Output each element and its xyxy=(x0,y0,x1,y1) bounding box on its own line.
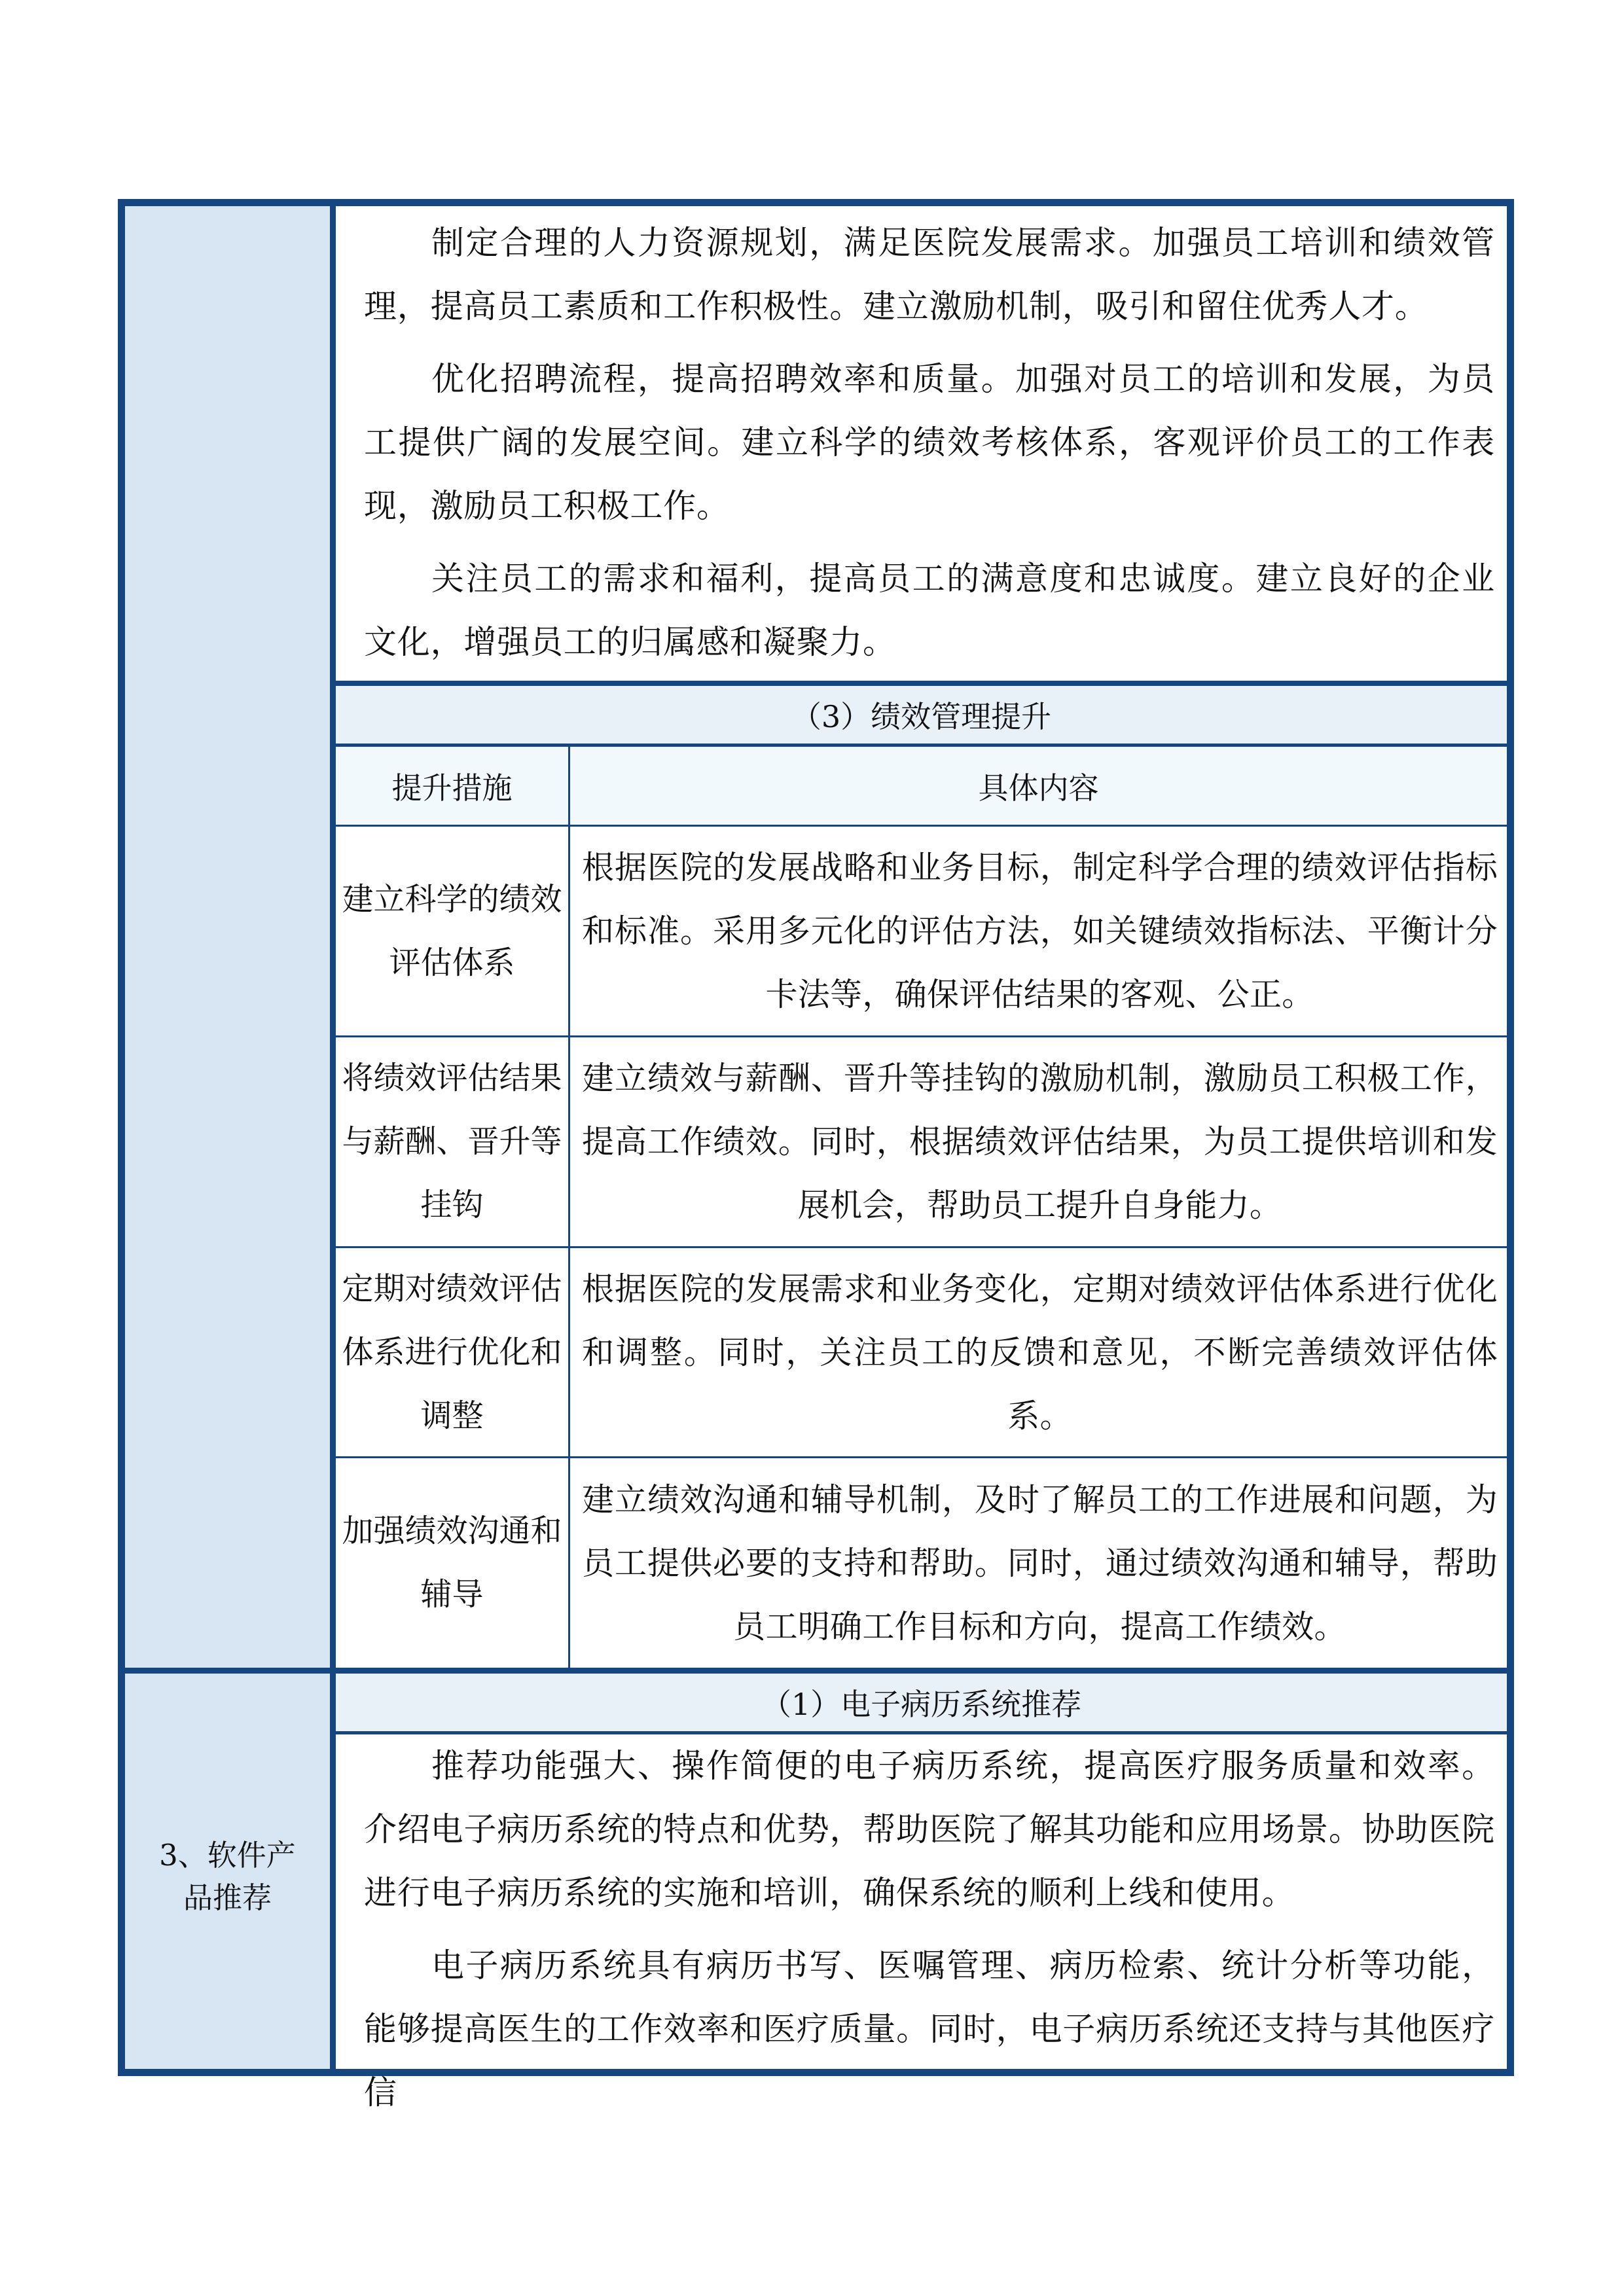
measure-cell xyxy=(336,1248,568,1456)
paragraph: 关注员工的需求和福利，提高员工的满意度和忠诚度。建立良好的企业文化，增强员工的归属感和凝聚力。 xyxy=(364,560,1495,661)
paragraph: 电子病历系统具有病历书写、医嘱管理、病历检索、统计分析等功能，能够提高医生的工作效率和医疗质量。同时，电子病历系统还支持与其他医疗信 xyxy=(364,1946,1495,2111)
content-cell xyxy=(570,1458,1507,1668)
measure-text: 加强绩效沟通和辅导 xyxy=(342,1513,562,1613)
section-label: 3、软件产品推荐 xyxy=(159,1838,296,1915)
content-text: 建立绩效与薪酬、晋升等挂钩的激励机制，激励员工积极工作，提高工作绩效。同时，根据绩效评估结果，为员工提供培训和发展机会，帮助员工提升自身能力。 xyxy=(582,1060,1498,1224)
measure-cell xyxy=(336,827,568,1035)
paragraph: 优化招聘流程，提高招聘效率和质量。加强对员工的培训和发展，为员工提供广阔的发展空间。建立科学的绩效考核体系，客观评价员工的工作表现，激励员工积极工作。 xyxy=(364,360,1495,525)
content-cell xyxy=(570,1037,1507,1246)
content-cell xyxy=(570,1248,1507,1456)
hr-text-block xyxy=(364,211,1495,683)
plan-table xyxy=(118,199,1514,2111)
paragraph: 推荐功能强大、操作简便的电子病历系统，提高医疗服务质量和效率。介绍电子病历系统的特点和优势，帮助医院了解其功能和应用场景。协助医院进行电子病历系统的实施和培训，确保系统的顺利上线和使用。 xyxy=(364,1747,1495,1912)
emr-text-block xyxy=(364,1734,1495,2111)
divider xyxy=(336,681,1507,686)
paragraph: 制定合理的人力资源规划，满足医院发展需求。加强员工培训和绩效管理，提高员工素质和工作积极性。建立激励机制，吸引和留住优秀人才。 xyxy=(364,224,1495,325)
section-title-performance: （3）绩效管理提升 xyxy=(336,686,1507,744)
content-text: 根据医院的发展战略和业务目标，制定科学合理的绩效评估指标和标准。采用多元化的评估方法，如关键绩效指标法、平衡计分卡法等，确保评估结果的客观、公正。 xyxy=(582,849,1498,1013)
content-text: 建立绩效沟通和辅导机制，及时了解员工的工作进展和问题，为员工提供必要的支持和帮助。同时，通过绩效沟通和辅导，帮助员工明确工作目标和方向，提高工作绩效。 xyxy=(582,1480,1498,1645)
section-label-cell xyxy=(125,1674,330,2079)
content-text: 根据医院的发展需求和业务变化，定期对绩效评估体系进行优化和调整。同时，关注员工的反馈和意见，不断完善绩效评估体系。 xyxy=(582,1270,1498,1435)
content-cell xyxy=(570,827,1507,1035)
measure-text: 定期对绩效评估体系进行优化和调整 xyxy=(342,1270,562,1434)
section-title-emr: （1）电子病历系统推荐 xyxy=(336,1674,1507,1731)
column-divider xyxy=(330,206,336,2069)
column-header-measure: 提升措施 xyxy=(336,747,568,825)
measure-cell xyxy=(336,1458,568,1668)
measure-cell xyxy=(336,1037,568,1246)
measure-text: 将绩效评估结果与薪酬、晋升等挂钩 xyxy=(342,1060,562,1223)
measure-text: 建立科学的绩效评估体系 xyxy=(342,880,562,981)
section-divider xyxy=(125,1668,1507,1674)
column-header-content: 具体内容 xyxy=(570,747,1507,825)
